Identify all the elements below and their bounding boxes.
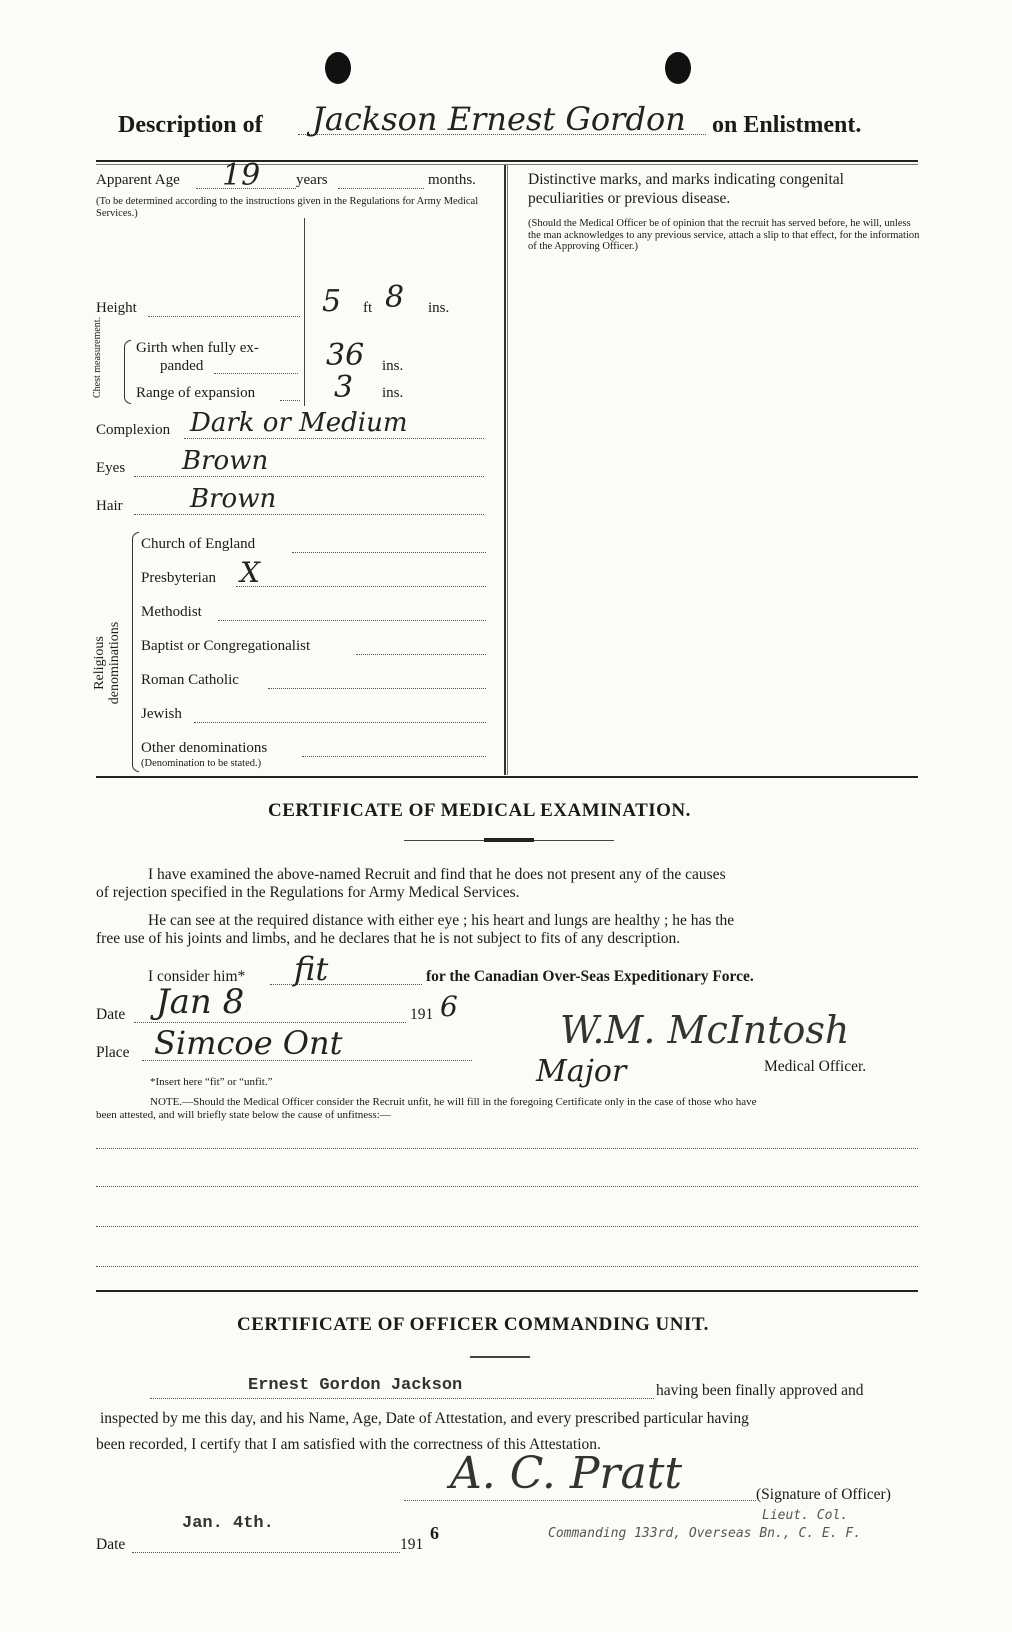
ins-label-range: ins. bbox=[382, 385, 404, 401]
medical-para1-line1: I have examined the above-named Recruit and find that he does not present any of the causes bbox=[148, 866, 726, 883]
header-name: Jackson Ernest Gordon bbox=[312, 100, 686, 138]
apparent-age-label: Apparent Age bbox=[96, 172, 180, 188]
denomination-jewish: Jewish bbox=[141, 706, 182, 722]
commanding-date-value: Jan. 4th. bbox=[182, 1514, 274, 1533]
signature-of-officer-label: (Signature of Officer) bbox=[756, 1486, 891, 1503]
unfitness-line-3 bbox=[96, 1226, 918, 1227]
recruit-name: Ernest Gordon Jackson bbox=[248, 1376, 463, 1395]
medical-year-prefix: 191 bbox=[410, 1006, 434, 1023]
medical-note-line2: been attested, and will briefly state below the cause of unfitness:— bbox=[96, 1109, 391, 1121]
medical-note-line1: NOTE.—Should the Medical Officer consider the Recruit unfit, he will fill in the foregoing Certificate only in the case of those who have bbox=[150, 1096, 757, 1108]
ins-label-girth: ins. bbox=[382, 358, 404, 374]
header-prefix: Description of bbox=[118, 112, 263, 138]
unfitness-line-4 bbox=[96, 1266, 918, 1267]
binder-hole-right bbox=[665, 52, 691, 84]
section-rule-1 bbox=[96, 776, 918, 778]
marks-note: (Should the Medical Officer be of opinion that the recruit has served before, he will, unless the man acknowledges to any previous service, attach a slip to that effect, for the information of the Approving Officer.) bbox=[528, 218, 920, 252]
years-label: years bbox=[296, 172, 328, 188]
medical-para1-line2: of rejection specified in the Regulations for Army Medical Services. bbox=[96, 884, 520, 901]
commanding-title: CERTIFICATE OF OFFICER COMMANDING UNIT. bbox=[237, 1314, 709, 1335]
height-label: Height bbox=[96, 300, 137, 316]
ft-label: ft bbox=[363, 300, 373, 316]
commanding-year-prefix: 191 bbox=[400, 1536, 424, 1553]
top-rule bbox=[96, 160, 918, 162]
range-value: 3 bbox=[334, 370, 354, 405]
consider-label: I consider him* bbox=[148, 968, 246, 985]
height-in-value: 8 bbox=[385, 280, 405, 315]
stamp-line1: Lieut. Col. bbox=[762, 1508, 849, 1523]
binder-hole-left bbox=[325, 52, 351, 84]
stamp-line2: Commanding 133rd, Overseas Bn., C. E. F. bbox=[548, 1526, 862, 1541]
denomination-roman-catholic: Roman Catholic bbox=[141, 672, 239, 688]
commanding-date-label: Date bbox=[96, 1536, 126, 1553]
medical-officer-rank: Major bbox=[536, 1054, 627, 1089]
complexion-value: Dark or Medium bbox=[190, 408, 408, 438]
place-label: Place bbox=[96, 1044, 130, 1061]
commanding-line2: inspected by me this day, and his Name, Age, Date of Attestation, and every prescribed particular having bbox=[100, 1410, 749, 1427]
range-label: Range of expansion bbox=[136, 385, 256, 401]
denomination-church-of-england: Church of England bbox=[141, 536, 256, 552]
unfitness-line-2 bbox=[96, 1186, 918, 1187]
religious-label: Religious denominations bbox=[92, 621, 122, 705]
medical-officer-signature: W.M. McIntosh bbox=[560, 1008, 850, 1052]
girth-label-1: Girth when fully ex- bbox=[136, 340, 259, 356]
months-label: months. bbox=[428, 172, 476, 188]
commanding-line1-tail: having been finally approved and bbox=[656, 1382, 864, 1399]
column-divider bbox=[504, 165, 506, 775]
girth-value: 36 bbox=[326, 338, 365, 373]
age-value: 19 bbox=[222, 158, 261, 193]
commanding-line3: been recorded, I certify that I am satisfied with the correctness of this Attestation. bbox=[96, 1436, 601, 1453]
medical-para2-line1: He can see at the required distance with either eye ; his heart and lungs are healthy ; he has the bbox=[148, 912, 735, 929]
header-suffix: on Enlistment. bbox=[712, 112, 862, 138]
unfitness-line-1 bbox=[96, 1148, 918, 1149]
height-ft-value: 5 bbox=[322, 284, 342, 319]
section-rule-2 bbox=[96, 1290, 918, 1292]
medical-date-value: Jan 8 bbox=[156, 982, 245, 1022]
denomination-baptist: Baptist or Congregationalist bbox=[141, 638, 311, 654]
medical-para2-line2: free use of his joints and limbs, and he declares that he is not subject to fits of any description. bbox=[96, 930, 681, 947]
eyes-value: Brown bbox=[182, 446, 269, 476]
girth-label-2: panded bbox=[160, 358, 204, 374]
hair-value: Brown bbox=[190, 484, 277, 514]
commanding-signature: A. C. Pratt bbox=[450, 1448, 683, 1499]
religious-brace bbox=[132, 532, 139, 772]
eyes-label: Eyes bbox=[96, 460, 126, 476]
commanding-year-digit: 6 bbox=[430, 1523, 439, 1543]
medical-officer-label: Medical Officer. bbox=[764, 1058, 867, 1075]
complexion-label: Complexion bbox=[96, 422, 171, 438]
presbyterian-mark: X bbox=[240, 556, 260, 589]
chest-brace bbox=[124, 340, 131, 404]
force-label: for the Canadian Over-Seas Expeditionary Force. bbox=[426, 968, 754, 985]
ins-label-height: ins. bbox=[428, 300, 450, 316]
insert-note: *Insert here “fit” or “unfit.” bbox=[150, 1076, 273, 1088]
medical-year-digit: 6 bbox=[440, 990, 458, 1023]
denomination-other: Other denominations bbox=[141, 740, 268, 756]
denomination-methodist: Methodist bbox=[141, 604, 202, 620]
marks-title: Distinctive marks, and marks indicating congenital peculiarities or previous disease. bbox=[528, 171, 844, 207]
medical-date-label: Date bbox=[96, 1006, 126, 1023]
hair-label: Hair bbox=[96, 498, 123, 514]
place-value: Simcoe Ont bbox=[154, 1024, 343, 1062]
denomination-presbyterian: Presbyterian bbox=[141, 570, 216, 586]
consider-value: fit bbox=[294, 950, 329, 988]
age-note: (To be determined according to the instructions given in the Regulations for Army Medical Services.) bbox=[96, 196, 479, 219]
medical-title: CERTIFICATE OF MEDICAL EXAMINATION. bbox=[268, 800, 691, 821]
denomination-note: (Denomination to be stated.) bbox=[141, 758, 262, 769]
chest-label: Chest measurement. bbox=[92, 316, 103, 398]
